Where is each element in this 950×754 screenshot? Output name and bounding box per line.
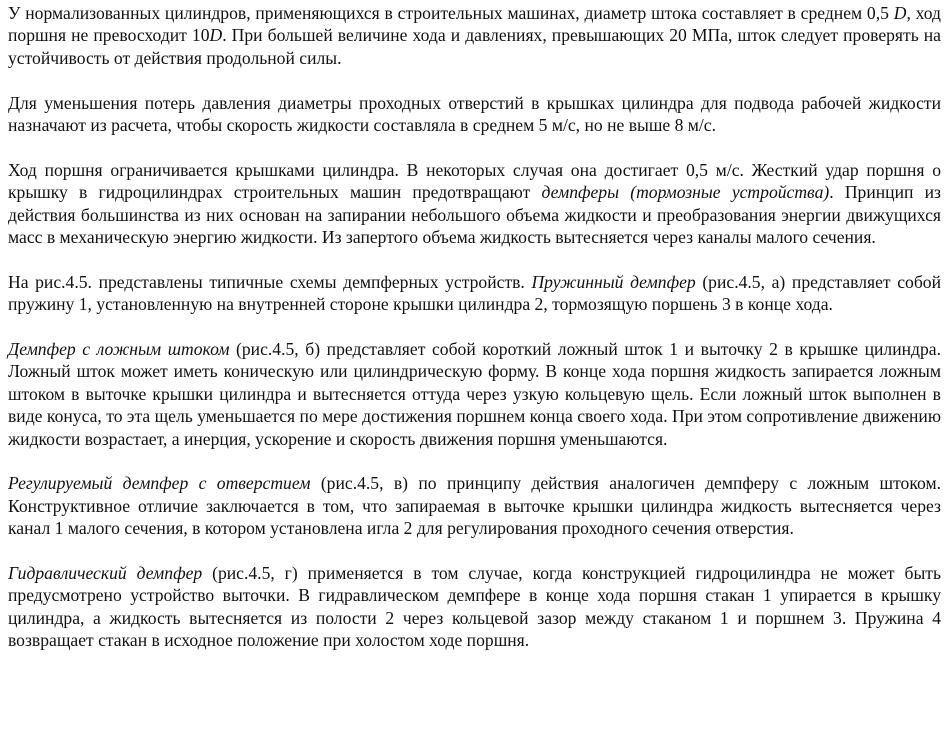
text-run: (рис.4.5, а) представляет собой пружину 1, установленную на внутренней стороне крышки цилиндра 2, тормозящую поршень 3 в конце хода. <box>8 271 942 315</box>
text-run-italic: Гидравлический демпфер <box>8 563 203 584</box>
text-run: На рис.4.5. представлены типичные схемы демпферных устройств. <box>8 271 532 292</box>
paragraph-spring-damper <box>8 271 941 316</box>
text-run: , ход поршня не превосходит 10 <box>8 3 941 46</box>
text-run: (рис.4.5, г) применяется в том случае, когда конструкцией гидроцилиндра не может быть предусмотрено устройство выточки. В гидравлическом демпфере в конце хода поршня стакан 1 упирается в крышку цилиндра, а жидкость вытесняется из полости 2 через кольцевой зазор между стаканом 1 и поршнем 3. Пружина 4 возвращает стакан в исходное положение при холостом ходе поршня. <box>8 563 941 651</box>
text-run: (рис.4.5, б) представляет собой короткий ложный шток 1 и выточку 2 в крышке цилиндра. Ложный шток может иметь коническую или цилиндрическую форму. В конце хода поршня жидкость запирается ложным штоком в выточке крышки цилиндра и вытесняется оттуда через узкую кольцевую щель. Если ложный шток выполнен в виде конуса, то эта щель уменьшается по мере достижения поршнем конца своего хода. При этом сопротивление движению жидкости возрастает, а инерция, ускорение и скорость движения поршня уменьшаются. <box>8 339 941 449</box>
text-run: . При большей величине хода и давлениях, превышающих 20 МПа, шток следует проверять на устойчивость от действия продольной силы. <box>8 25 941 68</box>
paragraph-cylinder-dimensions <box>8 2 941 69</box>
text-run-italic: D <box>209 25 223 46</box>
paragraph-piston-stroke <box>8 159 941 249</box>
text-run: (рис.4.5, в) по принципу действия аналогичен демпферу с ложным штоком. Конструктивное отличие заключается в том, что запираемая в выточке крышки цилиндра жидкость вытесняется через канал 1 малого сечения, в котором установлена игла 2 для регулирования проходного сечения отверстия. <box>8 473 941 539</box>
text-run-italic: Пружинный демпфер <box>531 271 696 292</box>
paragraph-adjustable-damper <box>8 472 941 539</box>
text-run: Ход поршня ограничивается крышками цилиндра. В некоторых случая она достигает 0,5 м/с. Жесткий удар поршня о крышку в гидроцилиндрах строительных машин предотвращают <box>8 159 941 203</box>
text-run-italic: демпферы (тормозные устройства) <box>541 182 830 203</box>
text-run-italic: Демпфер с ложным штоком <box>8 339 230 360</box>
text-run: Для уменьшения потерь давления диаметры проходных отверстий в крышках цилиндра для подвода рабочей жидкости назначают из расчета, чтобы скорость жидкости составляла в среднем 5 м/с, но не выше 8 м/с. <box>8 92 941 136</box>
paragraph-false-rod-damper <box>8 338 941 450</box>
text-run: . Принцип из действия большинства из них основан на запирании небольшого объема жидкости и преобразования энергии движущихся масс в механическую энергию жидкости. Из запертого объема жидкость вытесняется через каналы малого сечения. <box>8 182 941 248</box>
paragraph-pressure-losses <box>8 92 941 137</box>
text-run-italic: D <box>893 3 907 23</box>
paragraph-hydraulic-damper <box>8 562 941 652</box>
text-run: У нормализованных цилиндров, применяющихся в строительных машинах, диаметр штока составляет в среднем 0,5 <box>8 3 894 23</box>
document-page <box>8 2 941 652</box>
text-run-italic: Регулируемый демпфер с отверстием <box>8 473 311 494</box>
